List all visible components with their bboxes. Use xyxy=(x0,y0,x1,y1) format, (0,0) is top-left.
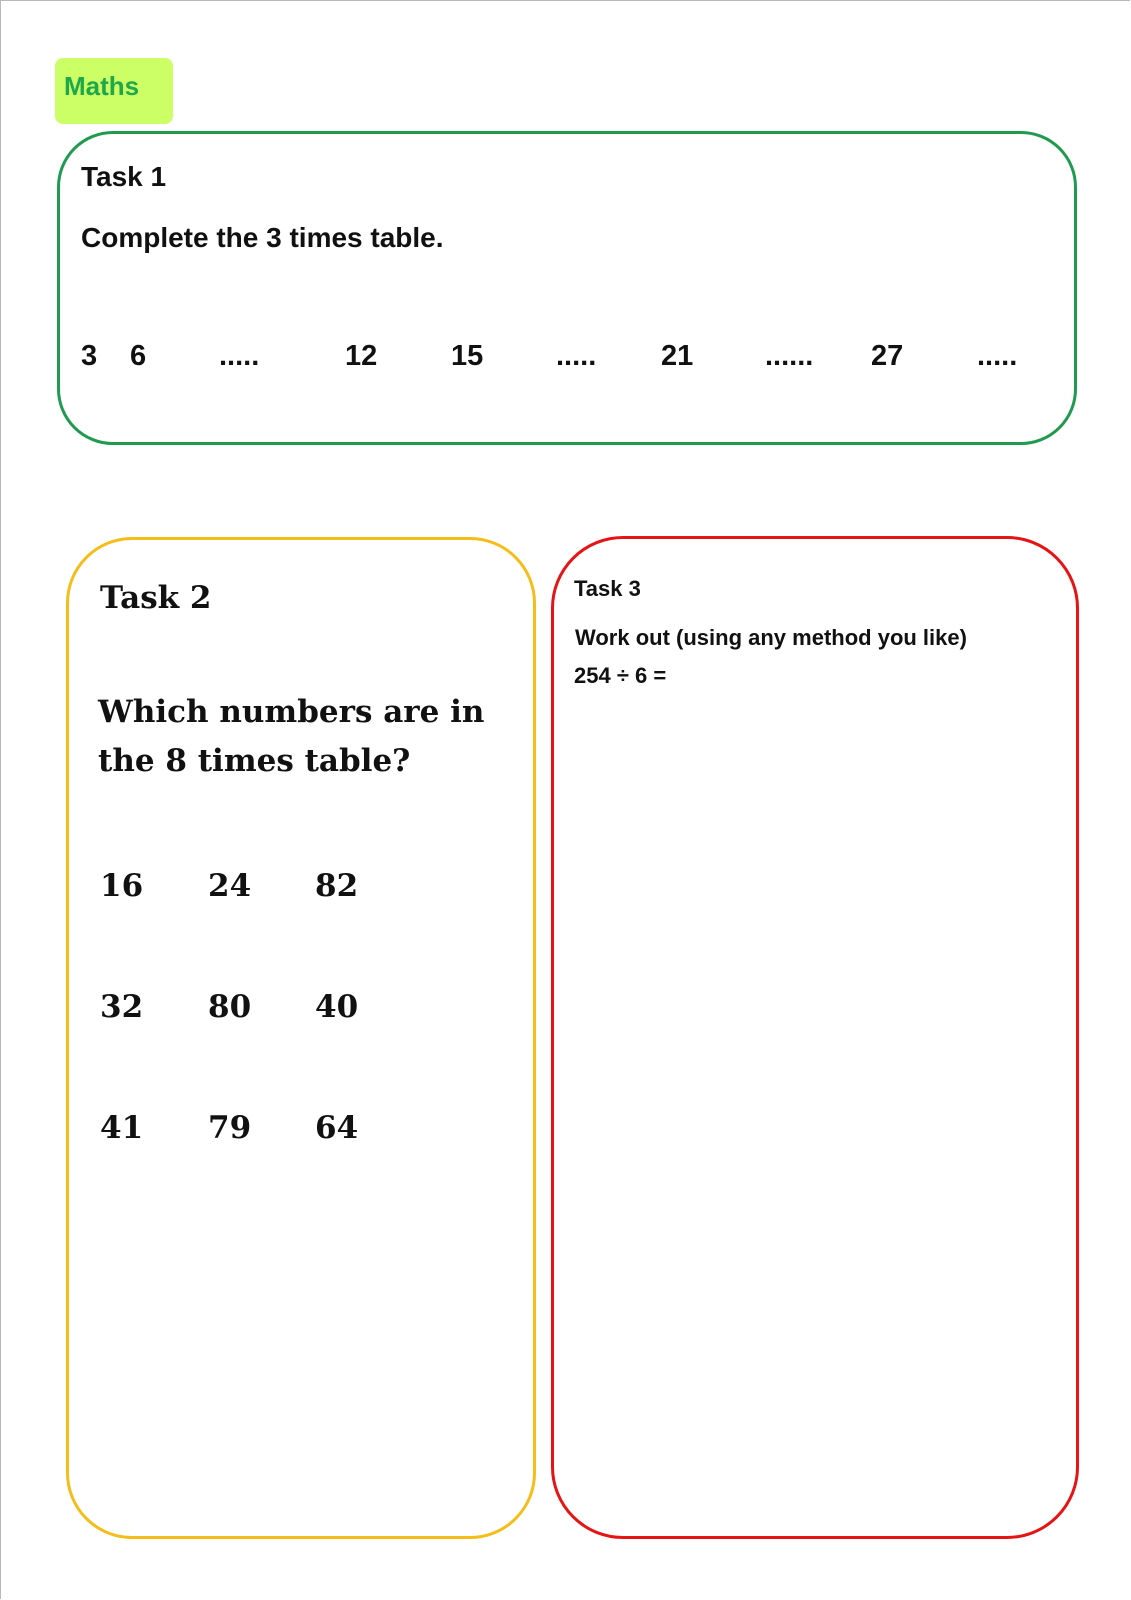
number-option: 79 xyxy=(208,1110,252,1146)
task-3-title: Task 3 xyxy=(574,576,641,601)
task-1-instruction: Complete the 3 times table. xyxy=(81,222,444,253)
task-2-question: Which numbers are in the 8 times table? xyxy=(98,694,485,779)
number-option: 24 xyxy=(208,868,252,904)
sequence-item: 15 xyxy=(451,340,484,372)
task-3-box xyxy=(551,536,1079,1539)
number-option: 80 xyxy=(208,989,252,1025)
task-3-instruction: Work out (using any method you like) xyxy=(575,625,967,650)
number-option: 64 xyxy=(315,1110,359,1146)
sequence-item: 27 xyxy=(871,340,904,372)
sequence-blank: ..... xyxy=(977,340,1018,372)
task-1-box xyxy=(57,131,1077,445)
sequence-blank: ...... xyxy=(765,340,814,372)
number-option: 41 xyxy=(100,1110,144,1146)
task-3-division-sum: 254 ÷ 6 = xyxy=(574,663,667,688)
number-option: 16 xyxy=(100,868,144,904)
subject-label: Maths xyxy=(64,71,140,101)
number-option: 40 xyxy=(315,989,359,1025)
sequence-item: 12 xyxy=(345,340,378,372)
sequence-blank: ..... xyxy=(556,340,597,372)
sequence-item: 3 xyxy=(81,340,98,372)
task-2-box xyxy=(66,537,536,1539)
subject-tag xyxy=(55,58,173,124)
sequence-item: 21 xyxy=(661,340,694,372)
sequence-item: 6 xyxy=(130,340,147,372)
number-option: 32 xyxy=(100,989,144,1025)
task-2-title: Task 2 xyxy=(100,580,212,616)
number-option: 82 xyxy=(315,868,359,904)
sequence-blank: ..... xyxy=(219,340,260,372)
task-1-title: Task 1 xyxy=(81,161,167,192)
